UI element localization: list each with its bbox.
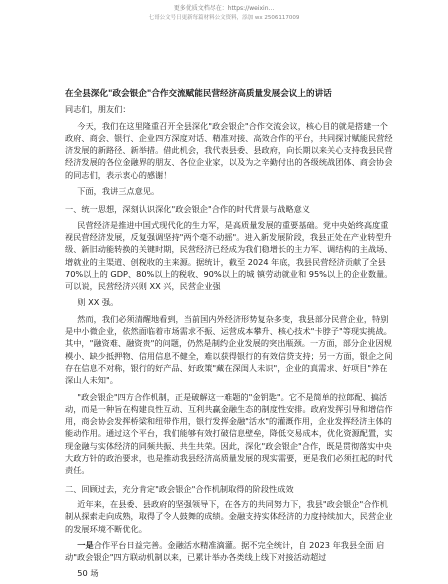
paragraph-background-cont: 则 XX 强。	[77, 297, 119, 308]
salutation: 同志们，朋友们：	[65, 104, 131, 115]
page-header	[0, 0, 448, 40]
section-heading-1: 一、统一思想，深刻认识深化"政会银企"合作的时代背景与战略意义	[65, 204, 310, 215]
paragraph-point-one-cont: 50 场	[77, 568, 99, 579]
header-contact-line: 七哥公文号日更新每篇材料公文资料，添加 wx 2506117009	[148, 15, 300, 21]
section-heading-2: 二、回顾过去，充分肯定"政会银企"合作机制取得的阶段性成效	[65, 483, 294, 494]
document-body	[65, 88, 393, 584]
point-one-text: 合作平台日益完善。金融活水精准滴灌。据不完全统计，自 2023 年我县全面 启动"政会银企"四方联动机制以来，已累计举办各类线上线下对接活动超过	[65, 539, 385, 563]
paragraph-mechanism: "政会银企"四方合作机制，正是破解这一难题的"金钥匙"。它不是简单的拉郎配、搞活动，而是一种旨在构建良性互动、互利共赢金融生态的制度性安排。政府发挥引导和增信作用，商会协会发挥桥梁和纽带作用，银行发挥金融"活水"的灌溉作用，企业发挥经济主体的能动作用。通过这个平台，我们能够有效打破信息壁垒，降低交易成本，优化资源配置，实现金融与实体经济的同频共振、共生共荣。因此，深化"政会银企"合作，既是贯彻落实中央大政方针的政治要求，也是推动我县经济高质量发展的现实需要，更是我们必须扛起的时代责任。	[65, 391, 393, 476]
document-title: 在全县深化"政会银企"合作交流赋能民营经济高质量发展会议上的讲话	[65, 89, 332, 99]
paragraph-challenges: 然而，我们必须清醒地看到，当前国内外经济形势复杂多变，我县部分民营企业，特别是中小微企业，依然面临着市场需求不振、运营成本攀升、核心技术"卡脖子"等现实挑战。其中，"融资难、融资贵"的问题，仍然是制约企业发展的突出瓶颈。一方面，部分企业因规模小、缺少抵押物、信用信息不健全，难以获得银行的有效信贷支持；另一方面，银企之间存在信息不对称，银行的好产品、好政策"藏在深闺人未识"，企业的真需求、好项目"养在深山人未知"。	[65, 313, 393, 386]
point-one-lead: 一是	[77, 539, 94, 550]
header-link-line: 更多优质文档尽在：https://weixin...	[173, 5, 275, 12]
paragraph-point-one	[65, 539, 393, 564]
paragraph-outline: 下面，我讲三点意见。	[77, 186, 160, 197]
paragraph-background: 民营经济是推进中国式现代化的生力军，是高质量发展的重要基础。党中央始终高度重视民营经济发展，反复强调坚持"两个毫不动摇"。进入新发展阶段，我县正处在产业转型升级、新旧动能转换的关键时期，民营经济已经成为我们稳增长的主力军、调结构的主战场、增就业的主渠道、创税收的主来源。据统计，截至 2024 年底，我县民营经济贡献了全县 70%以上的 GDP、80%以上的税收、90%以上的城 镇劳动就业和 95%以上的企业数量。可以说，民营经济兴则 XX 兴，民营企业强	[65, 219, 393, 292]
paragraph-intro: 今天，我们在这里隆重召开全县深化"政会银企"合作交流会议，核心目的就是搭建一个政府、商会、银行、企业四方深度对话、精准对接、高效合作的平台，共同探讨赋能民营经济发展的新路径、新举措。借此机会，我代表县委、县政府，向长期以来关心支持我县民营经济发展的各位金融界的朋友、各位企业家，以及为之辛勤付出的各级统战团体、商会协会的同志们，表示衷心的感谢！	[65, 120, 393, 180]
paragraph-achievements: 近年来，在县委、县政府的坚强领导下，在各方的共同努力下，我县"政会银企"合作机制从探索走向成熟，取得了令人鼓舞的成绩。金融支持实体经济的力度持续加大，民营企业的发展环境不断优化。	[65, 498, 393, 534]
